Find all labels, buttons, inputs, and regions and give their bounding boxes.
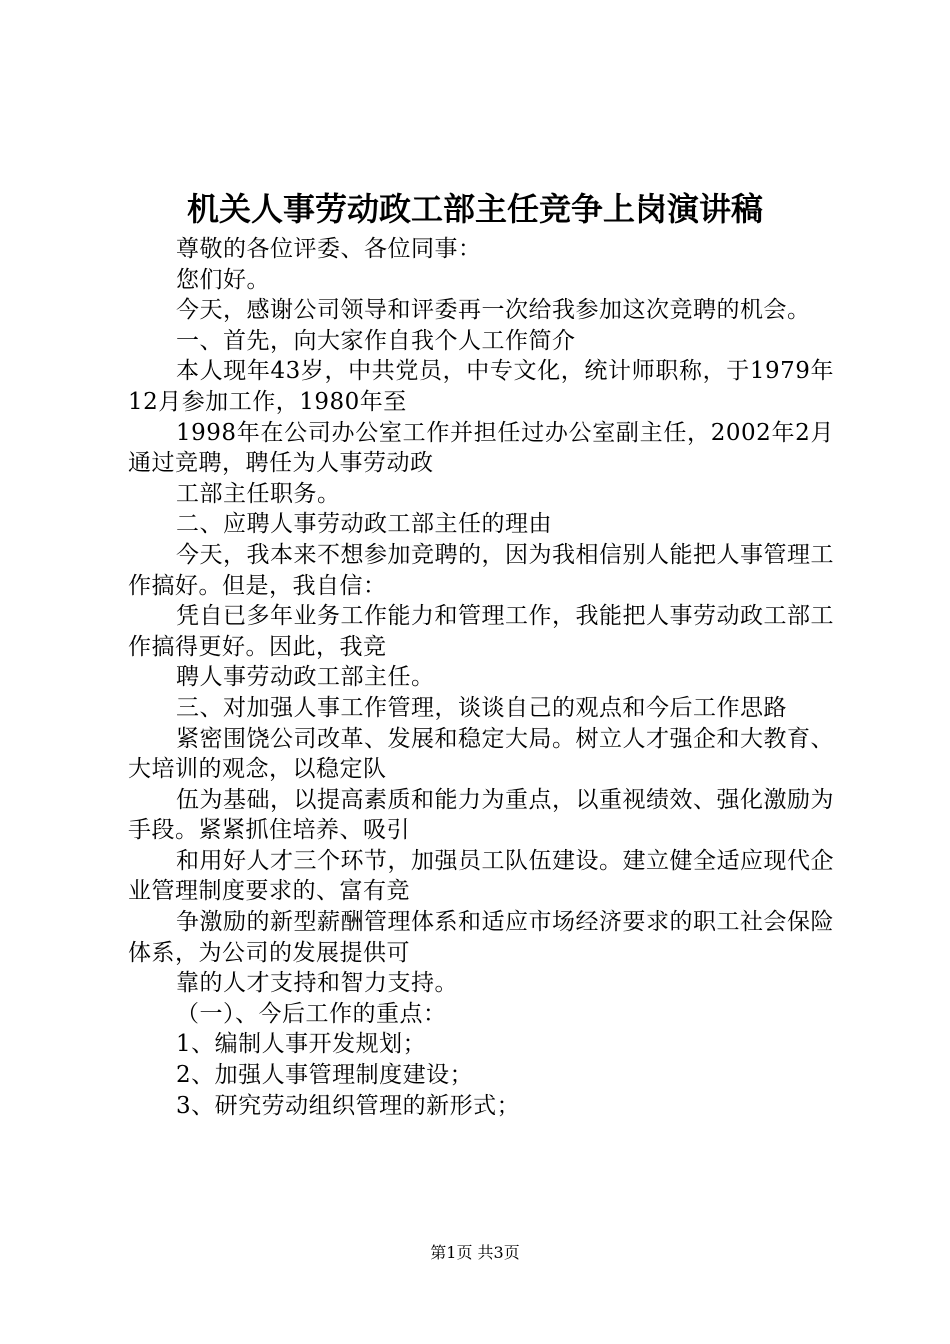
paragraph: 1、编制人事开发规划； [176, 1031, 427, 1058]
paragraph: 工部主任职务。 [176, 480, 341, 507]
paragraph: 争激励的新型薪酬管理体系和适应市场经济要求的职工社会保险体系，为公司的发展提供可 [128, 909, 834, 966]
paragraph: 伍为基础，以提高素质和能力为重点，以重视绩效、强化激励为手段。紧紧抓住培养、吸引 [128, 786, 834, 844]
paragraph: 今天，感谢公司领导和评委再一次给我参加这次竞聘的机会。 [176, 297, 811, 324]
paragraph: 尊敬的各位评委、各位同事： [176, 236, 482, 262]
paragraph: 凭自已多年业务工作能力和管理工作，我能把人事劳动政工部工作搞得更好。因此，我竞 [128, 603, 834, 660]
paragraph: （一）、今后工作的重点： [176, 1000, 447, 1027]
paragraph: 和用好人才三个环节，加强员工队伍建设。建立健全适应现代企业管理制度要求的、富有竞 [128, 847, 834, 905]
paragraph: 3、研究劳动组织管理的新形式； [176, 1092, 521, 1119]
page-number-footer: 第1页 共3页 [430, 1243, 520, 1262]
paragraph: 靠的人才支持和智力支持。 [176, 970, 458, 997]
paragraph: 1998年在公司办公室工作并担任过办公室副主任，2002年2月通过竞聘，聘任为人事劳动政 [128, 419, 834, 477]
paragraph: 2、加强人事管理制度建设； [176, 1062, 474, 1089]
document-body [128, 234, 834, 1121]
paragraph: 您们好。 [176, 266, 270, 293]
paragraph: 本人现年43岁，中共党员，中专文化，统计师职称，于1979年12月参加工作，1980年至 [128, 358, 834, 415]
paragraph: 三、对加强人事工作管理，谈谈自己的观点和今后工作思路 [176, 694, 787, 721]
paragraph: 一、首先，向大家作自我个人工作简介 [176, 327, 576, 354]
document-title: 机关人事劳动政工部主任竞争上岗演讲稿 [186, 190, 763, 228]
paragraph: 二、应聘人事劳动政工部主任的理由 [176, 511, 552, 538]
paragraph: 今天，我本来不想参加竞聘的，因为我相信别人能把人事管理工作搞好。但是，我自信： [128, 541, 834, 599]
paragraph: 紧密围饶公司改革、发展和稳定大局。树立人才强企和大教育、大培训的观念，以稳定队 [128, 725, 834, 783]
paragraph: 聘人事劳动政工部主任。 [176, 664, 435, 691]
